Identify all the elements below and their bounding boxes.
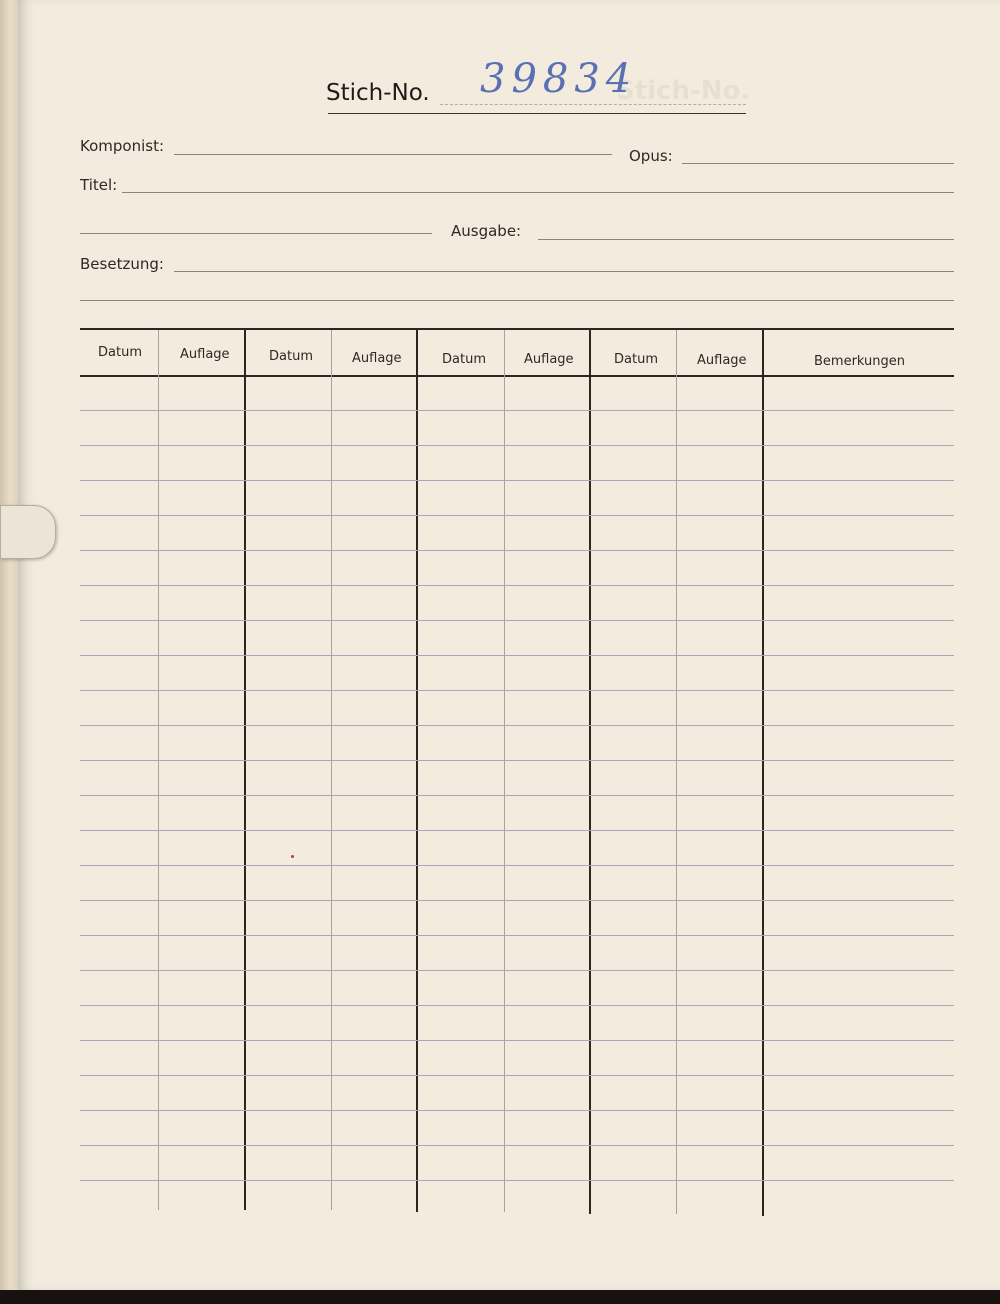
table-row[interactable] — [80, 795, 954, 796]
table-row[interactable] — [80, 480, 954, 481]
table-row[interactable] — [80, 620, 954, 621]
table-row[interactable] — [80, 830, 954, 831]
titel-field[interactable] — [122, 192, 954, 193]
table-row[interactable] — [80, 550, 954, 551]
stich-number-label: Stich-No. — [326, 80, 430, 106]
header-datum-2: Datum — [269, 349, 313, 364]
table-row[interactable] — [80, 725, 954, 726]
header-bemerkungen: Bemerkungen — [814, 354, 906, 369]
stich-number-value[interactable]: 39834 — [480, 56, 638, 102]
table-row[interactable] — [80, 1180, 954, 1181]
column-divider — [244, 330, 246, 1210]
table-row[interactable] — [80, 1075, 954, 1076]
column-divider — [504, 330, 505, 1212]
table-row[interactable] — [80, 760, 954, 761]
besetzung-label: Besetzung: — [80, 255, 164, 273]
table-row[interactable] — [80, 1145, 954, 1146]
ausgabe-field[interactable] — [538, 239, 954, 240]
column-divider — [416, 330, 418, 1212]
table-row[interactable] — [80, 1040, 954, 1041]
header-auflage-1: Auflage — [180, 347, 230, 362]
header-auflage-2: Auflage — [352, 351, 402, 366]
header-datum-3: Datum — [442, 352, 486, 367]
background-edge — [0, 1290, 1000, 1304]
header-datum-1: Datum — [98, 345, 142, 360]
table-row[interactable] — [80, 585, 954, 586]
form-page — [18, 0, 1000, 1290]
table-row[interactable] — [80, 1110, 954, 1111]
table-row[interactable] — [80, 1005, 954, 1006]
header-auflage-4: Auflage — [697, 353, 747, 368]
titel-label: Titel: — [80, 176, 118, 194]
table-row[interactable] — [80, 655, 954, 656]
komponist-label: Komponist: — [80, 137, 165, 155]
column-divider — [762, 330, 764, 1216]
table-row[interactable] — [80, 410, 954, 411]
table-row[interactable] — [80, 865, 954, 866]
stich-number-dotted-line — [440, 104, 746, 105]
table-row[interactable] — [80, 970, 954, 971]
opus-field[interactable] — [682, 163, 954, 164]
komponist-field[interactable] — [174, 154, 612, 155]
file-tab[interactable] — [0, 505, 56, 559]
column-divider — [676, 330, 677, 1214]
table-row[interactable] — [80, 690, 954, 691]
besetzung-field[interactable] — [174, 271, 954, 272]
table-row[interactable] — [80, 445, 954, 446]
titel-field-line-2[interactable] — [80, 233, 432, 234]
table-top-rule — [80, 328, 954, 330]
opus-label: Opus: — [629, 147, 673, 165]
besetzung-field-line-2[interactable] — [80, 300, 954, 301]
header-datum-4: Datum — [614, 352, 658, 367]
stich-number-rule — [328, 113, 746, 114]
ausgabe-label: Ausgabe: — [451, 222, 522, 240]
show-through-text: Stich-No. — [616, 76, 751, 106]
ink-speck — [291, 855, 294, 858]
table-row[interactable] — [80, 935, 954, 936]
column-divider — [589, 330, 591, 1214]
column-divider — [331, 330, 332, 1210]
column-divider — [158, 330, 159, 1210]
header-auflage-3: Auflage — [524, 352, 574, 367]
table-row[interactable] — [80, 515, 954, 516]
table-row[interactable] — [80, 900, 954, 901]
table-header-rule — [80, 375, 954, 377]
